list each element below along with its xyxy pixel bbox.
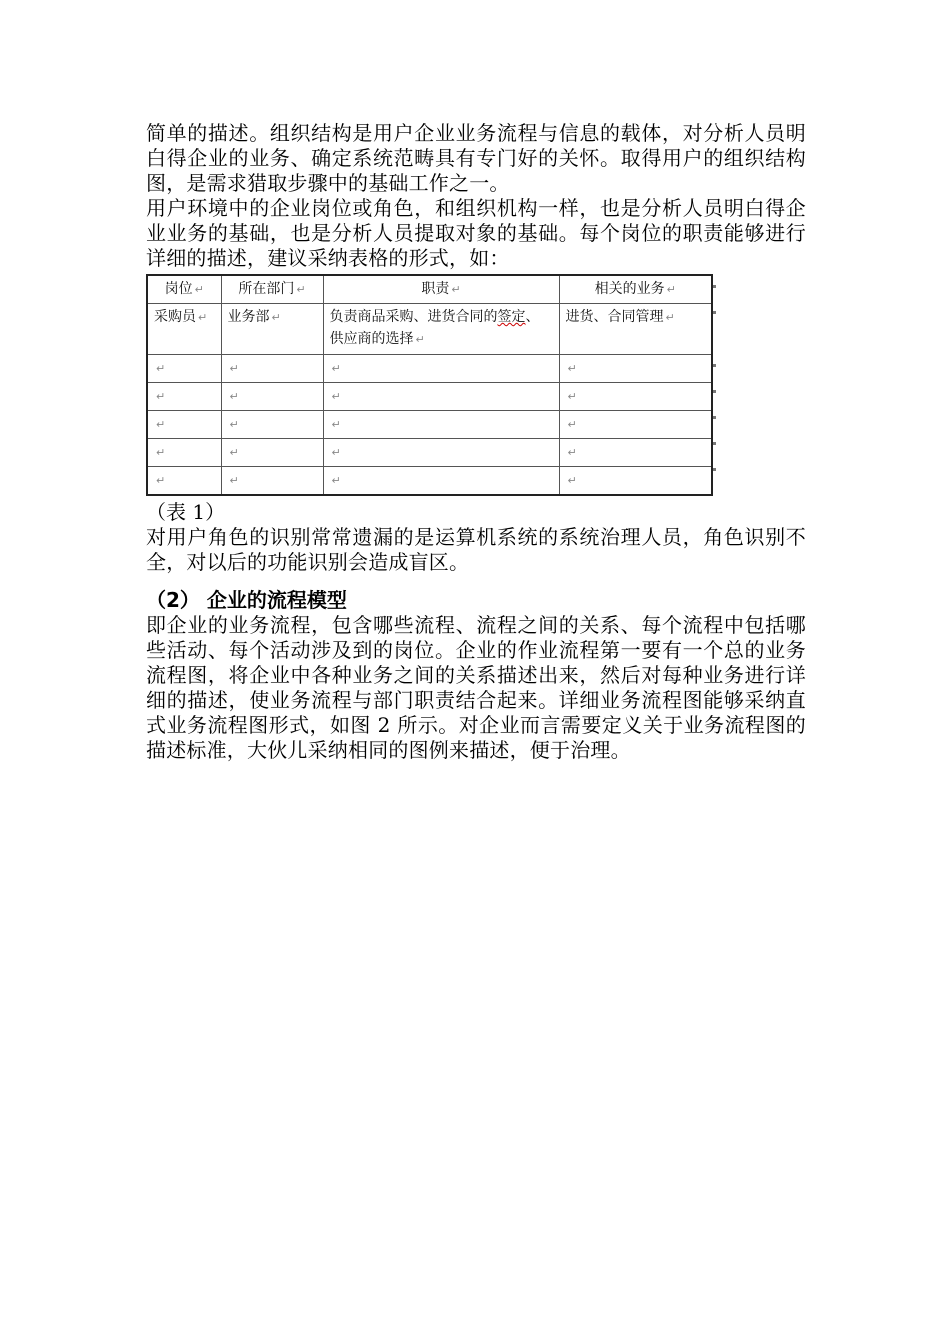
header-department: 所在部门 ↵ bbox=[221, 275, 323, 304]
cell-empty: ↵ bbox=[221, 411, 323, 439]
paragraph-roles: 用户环境中的企业岗位或角色，和组织机构一样，也是分析人员明白得企业业务的基础，也是分析人员提取对象的基础。每个岗位的职责能够进行详细的描述，建议采纳表格的形式，如： bbox=[146, 196, 806, 270]
table-row bbox=[147, 467, 712, 496]
table-row bbox=[147, 304, 712, 355]
cell-empty: ↵ bbox=[147, 439, 221, 467]
cell-empty: ↵ bbox=[323, 383, 559, 411]
header-related-business: 相关的业务 ↵ bbox=[559, 275, 712, 304]
cell-empty: ↵ bbox=[147, 383, 221, 411]
cell-empty: ↵ bbox=[147, 467, 221, 496]
paragraph-process-model: 即企业的业务流程，包含哪些流程、流程之间的关系、每个流程中包括哪些活动、每个活动涉及到的岗位。企业的作业流程第一要有一个总的业务流程图，将企业中各种业务之间的关系描述出来，然后对每种业务进行详细的描述，使业务流程与部门职责结合起来。详细业务流程图能够采纳直式业务流程图形式，如图 2 所示。对企业而言需要定义关于业务流程图的描述标准，大伙儿采纳相同的图例来描述，便于治理。 bbox=[146, 613, 806, 762]
cell-empty: ↵ bbox=[221, 439, 323, 467]
cell-empty: ↵ bbox=[323, 467, 559, 496]
table-header-row bbox=[147, 275, 712, 304]
cell-department: 业务部 ↵ bbox=[221, 304, 323, 355]
header-role: 岗位 ↵ bbox=[147, 275, 221, 304]
header-duty: 职责 ↵ bbox=[323, 275, 559, 304]
cell-empty: ↵ bbox=[147, 355, 221, 383]
paragraph-gap bbox=[146, 575, 806, 587]
cell-empty: ↵ bbox=[221, 467, 323, 496]
table-row bbox=[147, 411, 712, 439]
cell-empty: ↵ bbox=[221, 355, 323, 383]
section-title: （2） 企业的流程模型 bbox=[146, 588, 347, 612]
cell-duty: 负责商品采购、进货合同的签定、供应商的选择 ↵ bbox=[323, 304, 559, 355]
cell-empty: ↵ bbox=[559, 355, 712, 383]
row-end-markers bbox=[713, 274, 721, 496]
table-row bbox=[147, 355, 712, 383]
cell-empty: ↵ bbox=[559, 439, 712, 467]
cell-empty: ↵ bbox=[323, 355, 559, 383]
cell-empty: ↵ bbox=[221, 383, 323, 411]
cell-role: 采购员 ↵ bbox=[147, 304, 221, 355]
document-page bbox=[146, 121, 806, 763]
cell-empty: ↵ bbox=[147, 411, 221, 439]
table-row bbox=[147, 383, 712, 411]
table-caption: （表 1） bbox=[146, 500, 226, 524]
cell-empty: ↵ bbox=[559, 383, 712, 411]
paragraph-role-identification: 对用户角色的识别常常遗漏的是运算机系统的系统治理人员，角色识别不全，对以后的功能识别会造成盲区。 bbox=[146, 525, 806, 574]
role-table-wrapper bbox=[146, 274, 806, 496]
cell-related-business: 进货、合同管理 ↵ bbox=[559, 304, 712, 355]
cell-empty: ↵ bbox=[323, 439, 559, 467]
role-table bbox=[146, 274, 713, 496]
cell-empty: ↵ bbox=[559, 411, 712, 439]
table-row bbox=[147, 439, 712, 467]
cell-empty: ↵ bbox=[559, 467, 712, 496]
cell-empty: ↵ bbox=[323, 411, 559, 439]
paragraph-org-structure: 简单的描述。组织结构是用户企业业务流程与信息的载体，对分析人员明白得企业的业务、确定系统范畴具有专门好的关怀。取得用户的组织结构图，是需求猎取步骤中的基础工作之一。 bbox=[146, 121, 806, 195]
